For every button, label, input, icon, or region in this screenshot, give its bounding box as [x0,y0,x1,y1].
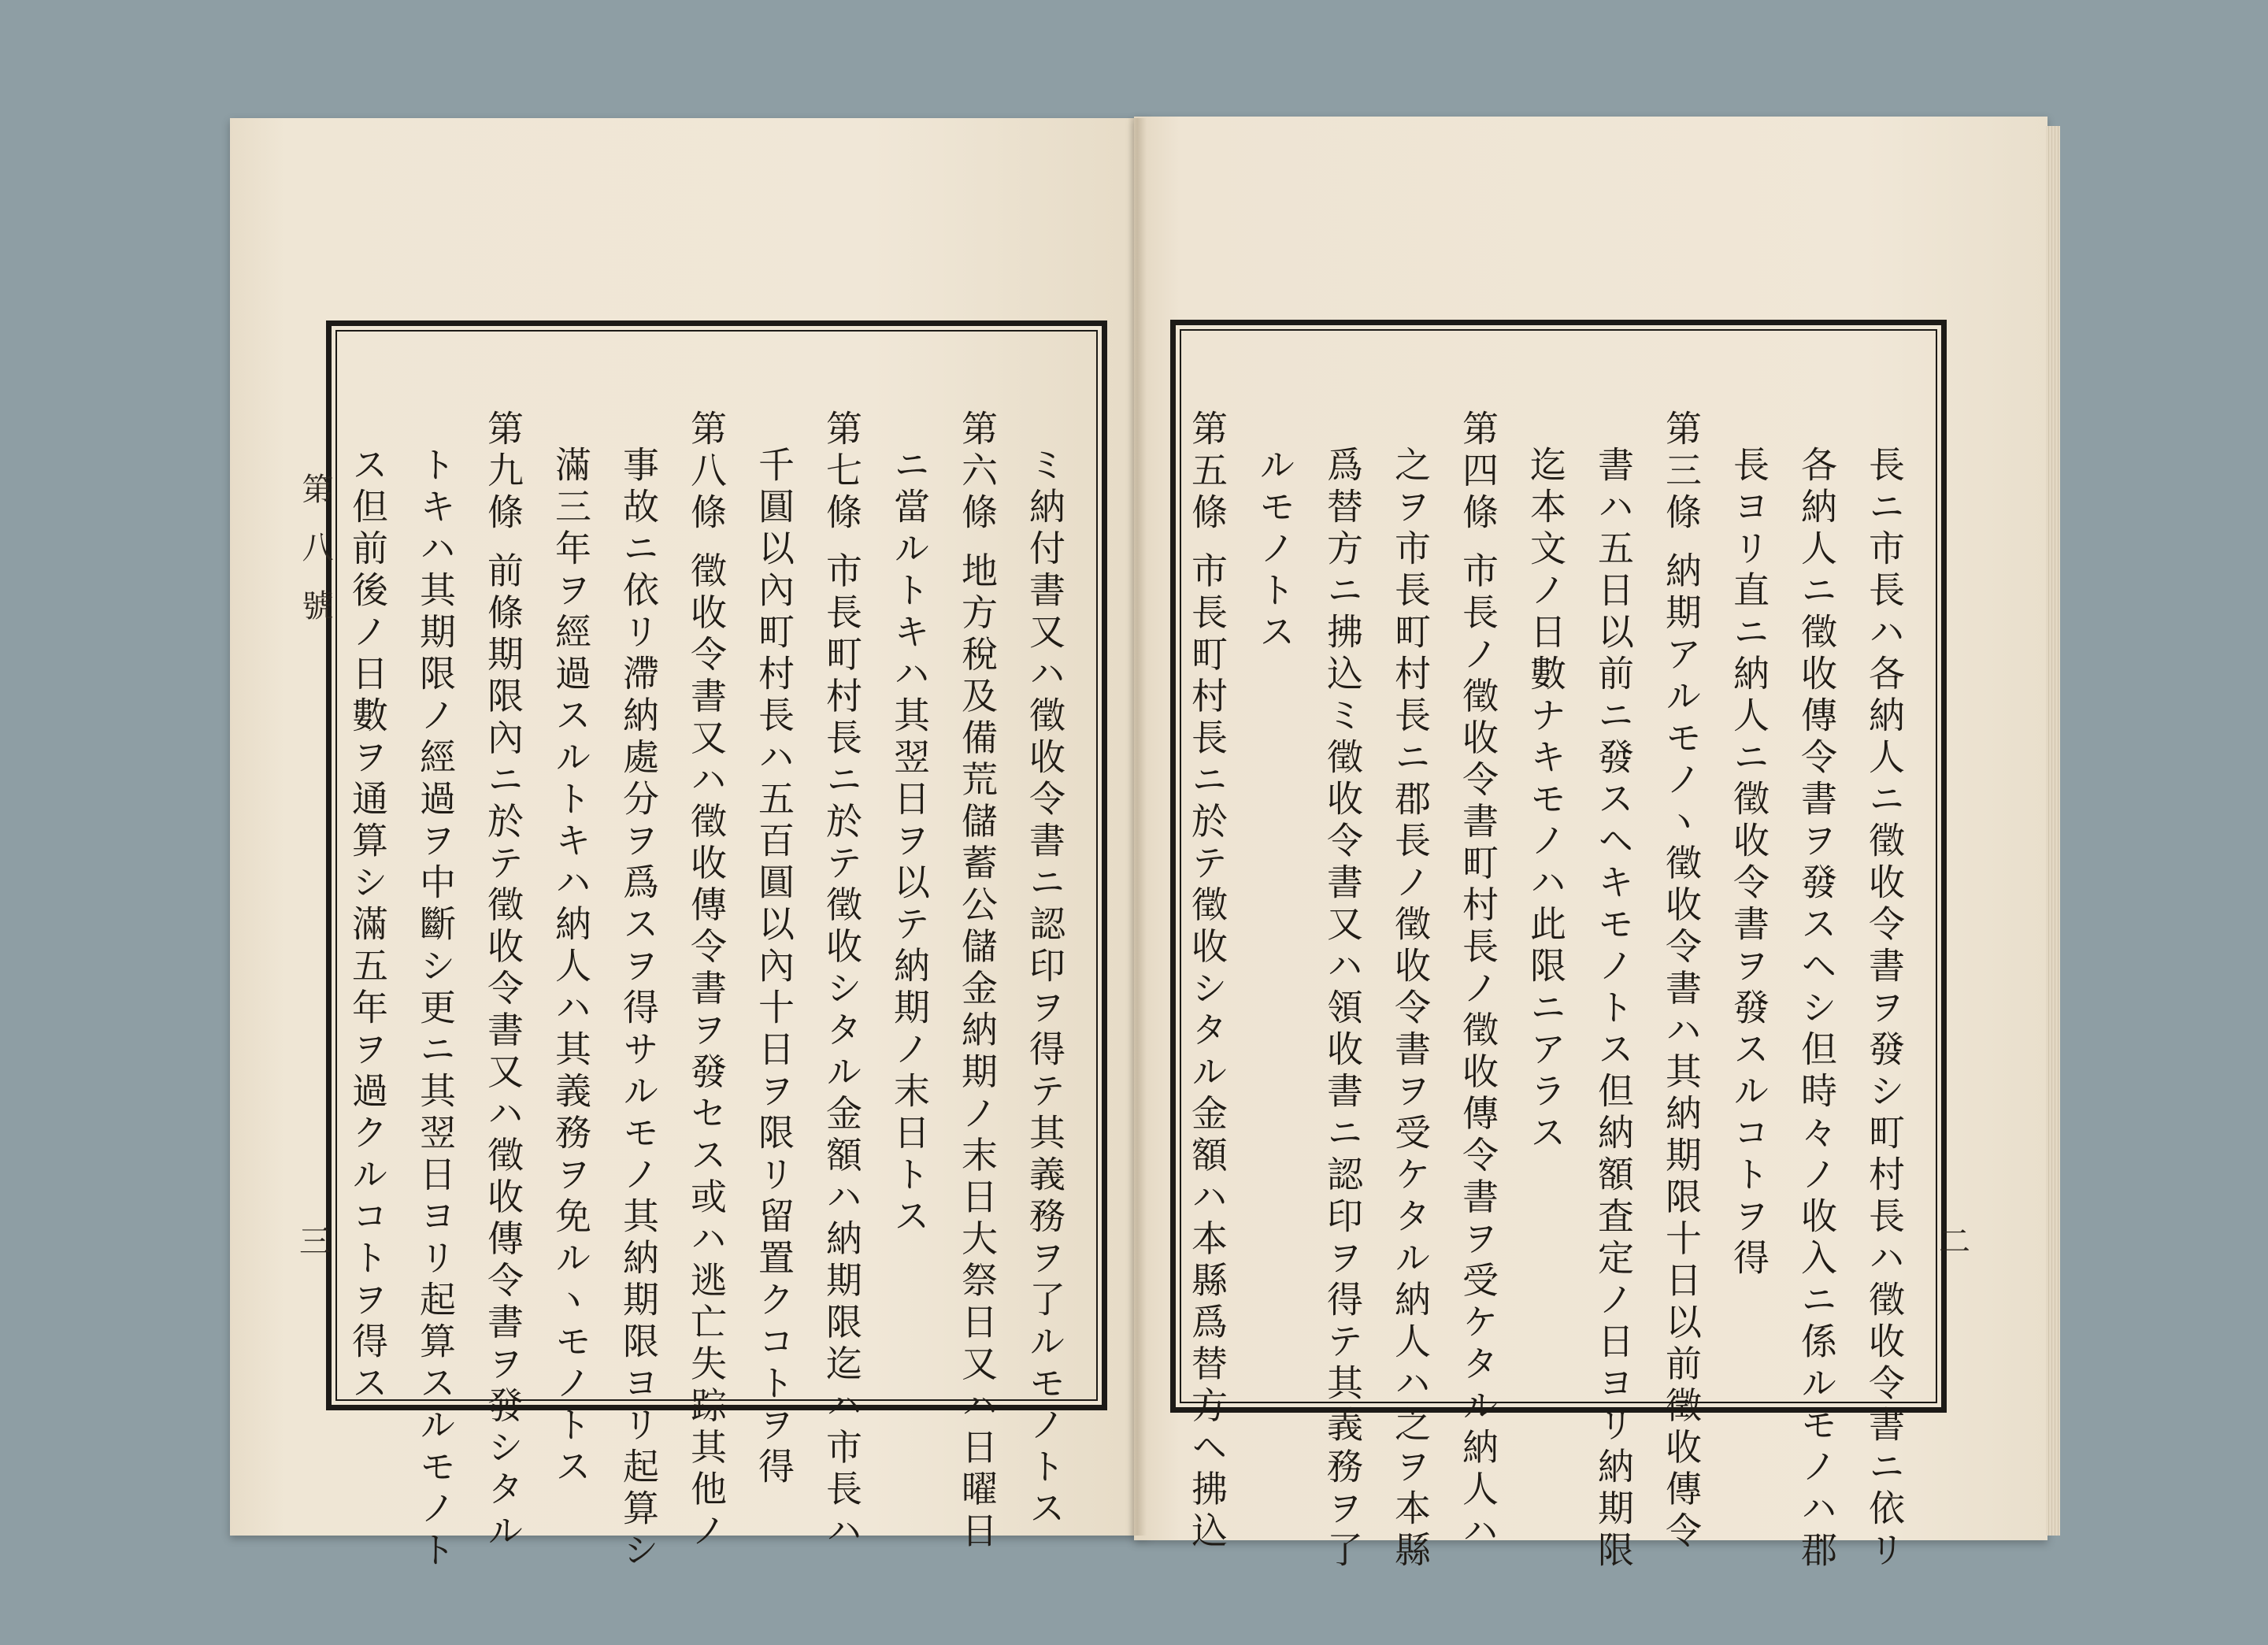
text-column: 第五條 市長町村長ニ於テ徵收シタル金額ハ本縣爲替方ヘ拂込 [1186,409,1228,1554]
text-column: 滿三年ヲ經過スルトキハ納人ハ其義務ヲ免ルヽモノトス [550,446,592,1489]
left-page-number: 三 [299,1224,331,1260]
left-body-text [346,409,1079,1573]
text-column: 長ヨリ直ニ納人ニ徵收令書ヲ發スルコトヲ得 [1728,446,1770,1280]
issue-header: 第八號 [297,472,333,647]
text-column: ス但前後ノ日數ヲ通算シ滿五年ヲ過クルコトヲ得ス [346,446,389,1406]
text-column: 第四條 市長ノ徵收令書町村長ノ徵收傳令書ヲ受ケタル納人ハ [1457,409,1499,1554]
right-body-text [1186,409,1918,1573]
text-column: 第七條 市長町村長ニ於テ徵收シタル金額ハ納期限迄ハ市長ハ [821,409,863,1554]
page-edges [2046,126,2060,1536]
text-column: 第三條 納期アルモノヽ徵收令書ハ其納期限十日以前徵收傳令 [1660,409,1703,1554]
book-gutter [1128,118,1147,1536]
text-column: 第八條 徵收令書又ハ徵收傳令書ヲ發セス或ハ逃亡失踪其他ノ [685,409,728,1554]
text-column: 之ヲ市長町村長ニ郡長ノ徵收令書ヲ受ケタル納人ハ之ヲ本縣 [1389,446,1432,1573]
text-column: トキハ其期限ノ經過ヲ中斷シ更ニ其翌日ヨリ起算スルモノト [414,446,457,1573]
text-column: 爲替方ニ拂込ミ徵收令書又ハ領收書ニ認印ヲ得テ其義務ヲ了 [1321,446,1364,1573]
text-column: 第六條 地方稅及備荒儲蓄公儲金納期ノ末日大祭日又ハ日曜日 [956,409,999,1554]
text-column: 書ハ五日以前ニ發スヘキモノトス但納額査定ノ日ヨリ納期限 [1592,446,1635,1573]
text-column: ミ納付書又ハ徵收令書ニ認印ヲ得テ其義務ヲ了ルモノトス [1024,446,1066,1531]
text-column: 各納人ニ徵收傳令書ヲ發スヘシ但時々ノ收入ニ係ルモノハ郡 [1796,446,1838,1573]
text-column: 長ニ市長ハ各納人ニ徵收令書ヲ發シ町村長ハ徵收令書ニ依リ [1863,446,1906,1573]
text-column: 第九條 前條期限內ニ於テ徵收令書又ハ徵收傳令書ヲ發シタル [482,409,524,1554]
text-column: ルモノトス [1254,446,1296,654]
right-page-number: 二 [1939,1224,1970,1260]
text-column: 事故ニ依リ滯納處分ヲ爲スヲ得サルモノ其納期限ヨリ起算シ [617,446,660,1573]
text-column: ニ當ルトキハ其翌日ヲ以テ納期ノ末日トス [888,446,931,1239]
text-column: 迄本文ノ日數ナキモノハ此限ニアラス [1525,446,1567,1155]
text-column: 千圓以內町村長ハ五百圓以內十日ヲ限リ留置クコトヲ得 [753,446,795,1489]
